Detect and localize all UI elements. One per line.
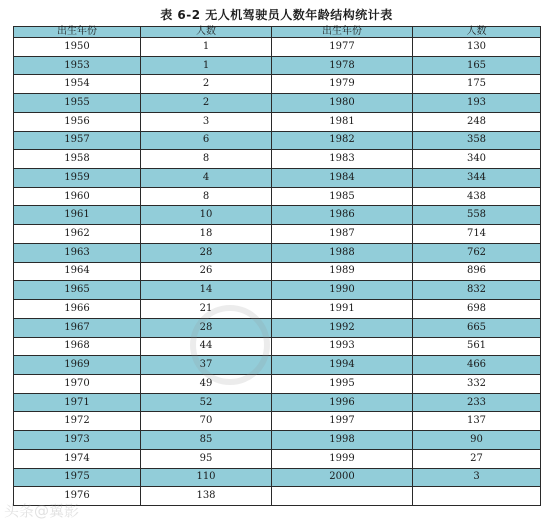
count-cell: 110 [141,468,272,487]
birth-year-cell: 1955 [14,94,141,113]
table-row [14,225,541,244]
birth-year-cell: 1989 [272,262,413,281]
table-row [14,243,541,262]
count-cell: 762 [413,243,541,262]
birth-year-cell: 1992 [272,318,413,337]
count-cell: 10 [141,206,272,225]
table-row [14,300,541,319]
birth-year-cell: 1999 [272,449,413,468]
birth-year-cell: 1976 [14,487,141,506]
count-cell: 95 [141,449,272,468]
count-cell: 6 [141,131,272,150]
count-cell: 193 [413,94,541,113]
birth-year-cell: 1975 [14,468,141,487]
count-cell: 37 [141,356,272,375]
header-count-right: 人数 [413,27,541,38]
table-row [14,131,541,150]
table-row [14,94,541,113]
count-cell: 896 [413,262,541,281]
table-row [14,187,541,206]
count-cell: 561 [413,337,541,356]
count-cell: 2 [141,94,272,113]
birth-year-cell: 1963 [14,243,141,262]
count-cell: 466 [413,356,541,375]
birth-year-cell: 1959 [14,169,141,188]
count-cell: 233 [413,393,541,412]
count-cell: 28 [141,318,272,337]
count-cell: 85 [141,431,272,450]
table-row [14,206,541,225]
count-cell: 8 [141,187,272,206]
count-cell: 4 [141,169,272,188]
count-cell: 332 [413,374,541,393]
count-cell: 175 [413,75,541,94]
count-cell: 14 [141,281,272,300]
table-row [14,412,541,431]
birth-year-cell: 1965 [14,281,141,300]
birth-year-cell: 2000 [272,468,413,487]
birth-year-cell: 1979 [272,75,413,94]
count-cell: 70 [141,412,272,431]
table-row [14,431,541,450]
birth-year-cell: 1984 [272,169,413,188]
birth-year-cell: 1995 [272,374,413,393]
birth-year-cell: 1986 [272,206,413,225]
birth-year-cell: 1961 [14,206,141,225]
table-row [14,468,541,487]
birth-year-cell: 1968 [14,337,141,356]
birth-year-cell: 1997 [272,412,413,431]
birth-year-cell: 1960 [14,187,141,206]
count-cell: 832 [413,281,541,300]
count-cell: 21 [141,300,272,319]
birth-year-cell: 1977 [272,38,413,57]
count-cell: 714 [413,225,541,244]
table-row [14,356,541,375]
birth-year-cell: 1981 [272,112,413,131]
count-cell: 344 [413,169,541,188]
birth-year-cell: 1958 [14,150,141,169]
count-cell: 137 [413,412,541,431]
birth-year-cell: 1998 [272,431,413,450]
birth-year-cell: 1956 [14,112,141,131]
birth-year-cell: 1971 [14,393,141,412]
count-cell: 28 [141,243,272,262]
birth-year-cell: 1969 [14,356,141,375]
count-cell: 52 [141,393,272,412]
count-cell: 90 [413,431,541,450]
birth-year-cell: 1962 [14,225,141,244]
birth-year-cell: 1967 [14,318,141,337]
header-birth-year-left: 出生年份 [14,27,141,38]
birth-year-cell: 1974 [14,449,141,468]
birth-year-cell: 1978 [272,56,413,75]
birth-year-cell: 1950 [14,38,141,57]
birth-year-cell: 1970 [14,374,141,393]
birth-year-cell: 1954 [14,75,141,94]
birth-year-cell: 1972 [14,412,141,431]
count-cell: 698 [413,300,541,319]
count-cell: 8 [141,150,272,169]
count-cell: 248 [413,112,541,131]
birth-year-cell: 1990 [272,281,413,300]
birth-year-cell: 1988 [272,243,413,262]
table-row [14,56,541,75]
count-cell: 3 [141,112,272,131]
table-row [14,169,541,188]
count-cell: 3 [413,468,541,487]
watermark-text: 头条@翼影 [4,502,80,520]
count-cell: 165 [413,56,541,75]
count-cell: 49 [141,374,272,393]
table-row [14,281,541,300]
count-cell: 1 [141,56,272,75]
table-row [14,150,541,169]
count-cell: 44 [141,337,272,356]
table-row [14,112,541,131]
birth-year-cell: 1980 [272,94,413,113]
table-row [14,393,541,412]
birth-year-cell: 1966 [14,300,141,319]
birth-year-cell: 1982 [272,131,413,150]
table-row [14,449,541,468]
count-cell: 1 [141,38,272,57]
birth-year-cell: 1953 [14,56,141,75]
table-row [14,262,541,281]
table-row [14,38,541,57]
birth-year-cell: 1964 [14,262,141,281]
table-row [14,487,541,506]
birth-year-cell: 1996 [272,393,413,412]
table-row [14,337,541,356]
birth-year-cell: 1987 [272,225,413,244]
count-cell: 130 [413,38,541,57]
birth-year-cell: 1991 [272,300,413,319]
table-row [14,75,541,94]
header-birth-year-right: 出生年份 [272,27,413,38]
header-row [14,27,541,38]
count-cell: 340 [413,150,541,169]
count-cell: 27 [413,449,541,468]
table-row [14,318,541,337]
birth-year-cell: 1994 [272,356,413,375]
count-cell: 558 [413,206,541,225]
birth-year-cell: 1973 [14,431,141,450]
birth-year-cell: 1957 [14,131,141,150]
header-count-left: 人数 [141,27,272,38]
count-cell: 138 [141,487,272,506]
count-cell [413,487,541,506]
table-caption: 表 6-2 无人机驾驶员人数年龄结构统计表 [160,8,393,22]
birth-year-cell: 1983 [272,150,413,169]
count-cell: 358 [413,131,541,150]
table-row [14,374,541,393]
age-statistics-table [13,26,541,506]
count-cell: 26 [141,262,272,281]
count-cell: 665 [413,318,541,337]
birth-year-cell: 1993 [272,337,413,356]
count-cell: 18 [141,225,272,244]
birth-year-cell: 1985 [272,187,413,206]
count-cell: 2 [141,75,272,94]
count-cell: 438 [413,187,541,206]
birth-year-cell [272,487,413,506]
